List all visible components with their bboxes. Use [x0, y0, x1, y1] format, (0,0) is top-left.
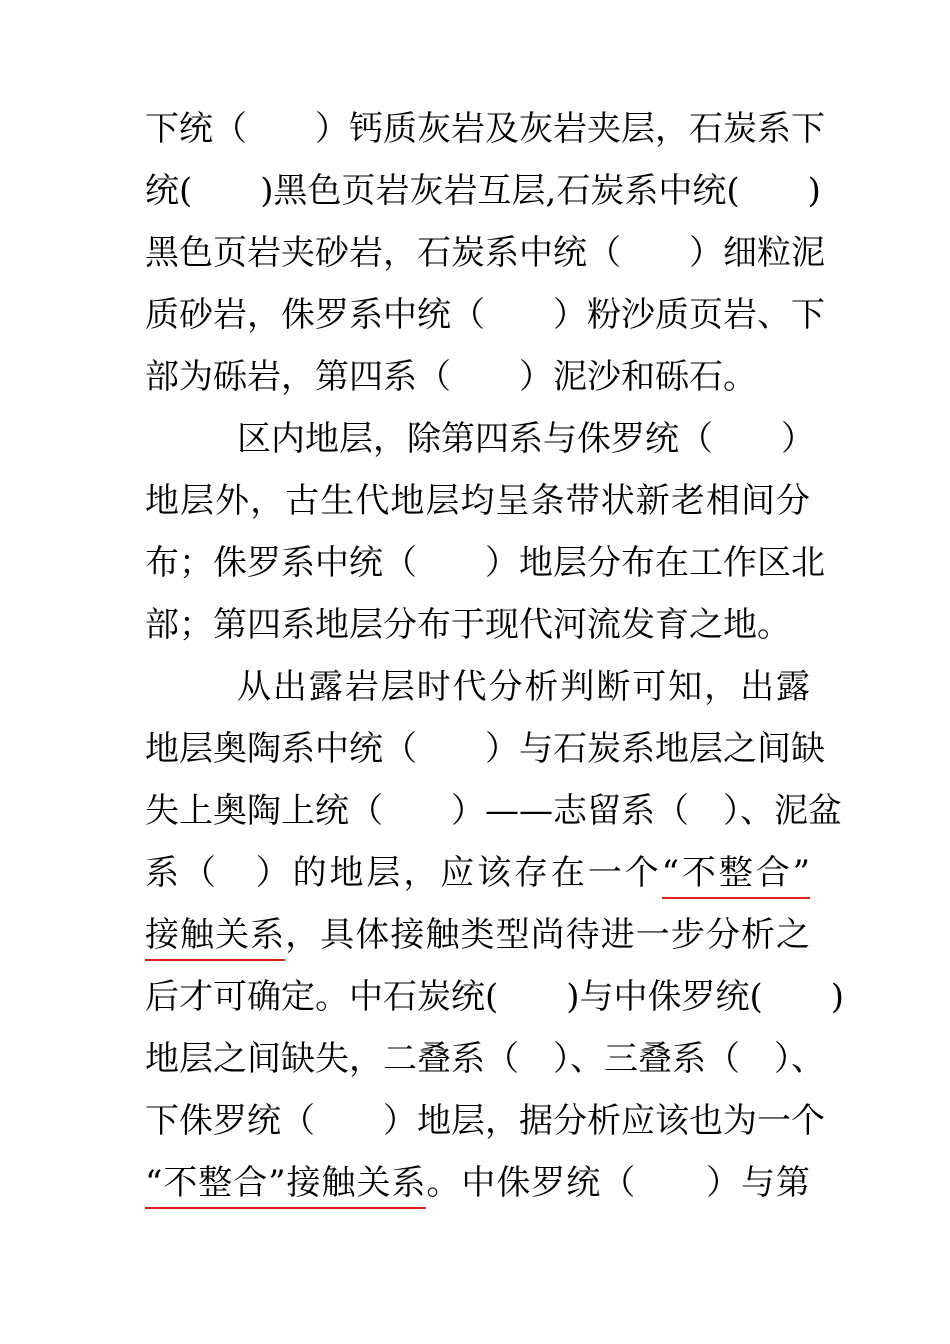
text-segment: ，具体接触类型尚待进一步分析之	[285, 915, 811, 955]
text-line: 失上奥陶上统（ ）——志留系（ ）、泥盆	[145, 791, 842, 831]
text-line	[145, 842, 810, 904]
text-line: 后才可确定。中石炭统( )与中侏罗统( )	[145, 977, 845, 1017]
text-line: 下统（ ）钙质灰岩及灰岩夹层，石炭系下	[145, 109, 825, 149]
text-line: 部；第四系地层分布于现代河流发育之地。	[145, 605, 791, 645]
text-segment: 系（ ）的地层，应该存在一个	[145, 853, 662, 893]
text-line: 从出露岩层时代分析判断可知，出露	[237, 667, 810, 707]
text-line: 下侏罗统（ ）地层，据分析应该也为一个	[145, 1101, 825, 1141]
text-line: 质砂岩，侏罗系中统（ ）粉沙质页岩、下	[145, 295, 825, 335]
text-line: 区内地层，除第四系与侏罗统（ ）	[237, 419, 815, 459]
text-line	[145, 1152, 810, 1214]
underlined-text: 接触关系	[145, 915, 285, 961]
text-line: 部为砾岩，第四系（ ）泥沙和砾石。	[145, 357, 757, 397]
underlined-text: “不整合”接触关系	[145, 1163, 426, 1209]
text-line: 布；侏罗系中统（ ）地层分布在工作区北	[145, 543, 825, 583]
document-body	[145, 98, 845, 1214]
text-line: 地层外，古生代地层均呈条带状新老相间分	[145, 481, 810, 521]
text-line	[145, 904, 810, 966]
text-line: 黑色页岩夹砂岩，石炭系中统（ ）细粒泥	[145, 233, 825, 273]
underlined-text: “不整合”	[662, 853, 810, 899]
text-line: 统( )黑色页岩灰岩互层,石炭系中统( )	[145, 171, 821, 211]
text-segment: 。中侏罗统（ ）与第	[426, 1163, 811, 1203]
text-line: 地层之间缺失，二叠系（ ）、三叠系（ ）、	[145, 1039, 825, 1079]
text-line: 地层奥陶系中统（ ）与石炭系地层之间缺	[145, 729, 825, 769]
